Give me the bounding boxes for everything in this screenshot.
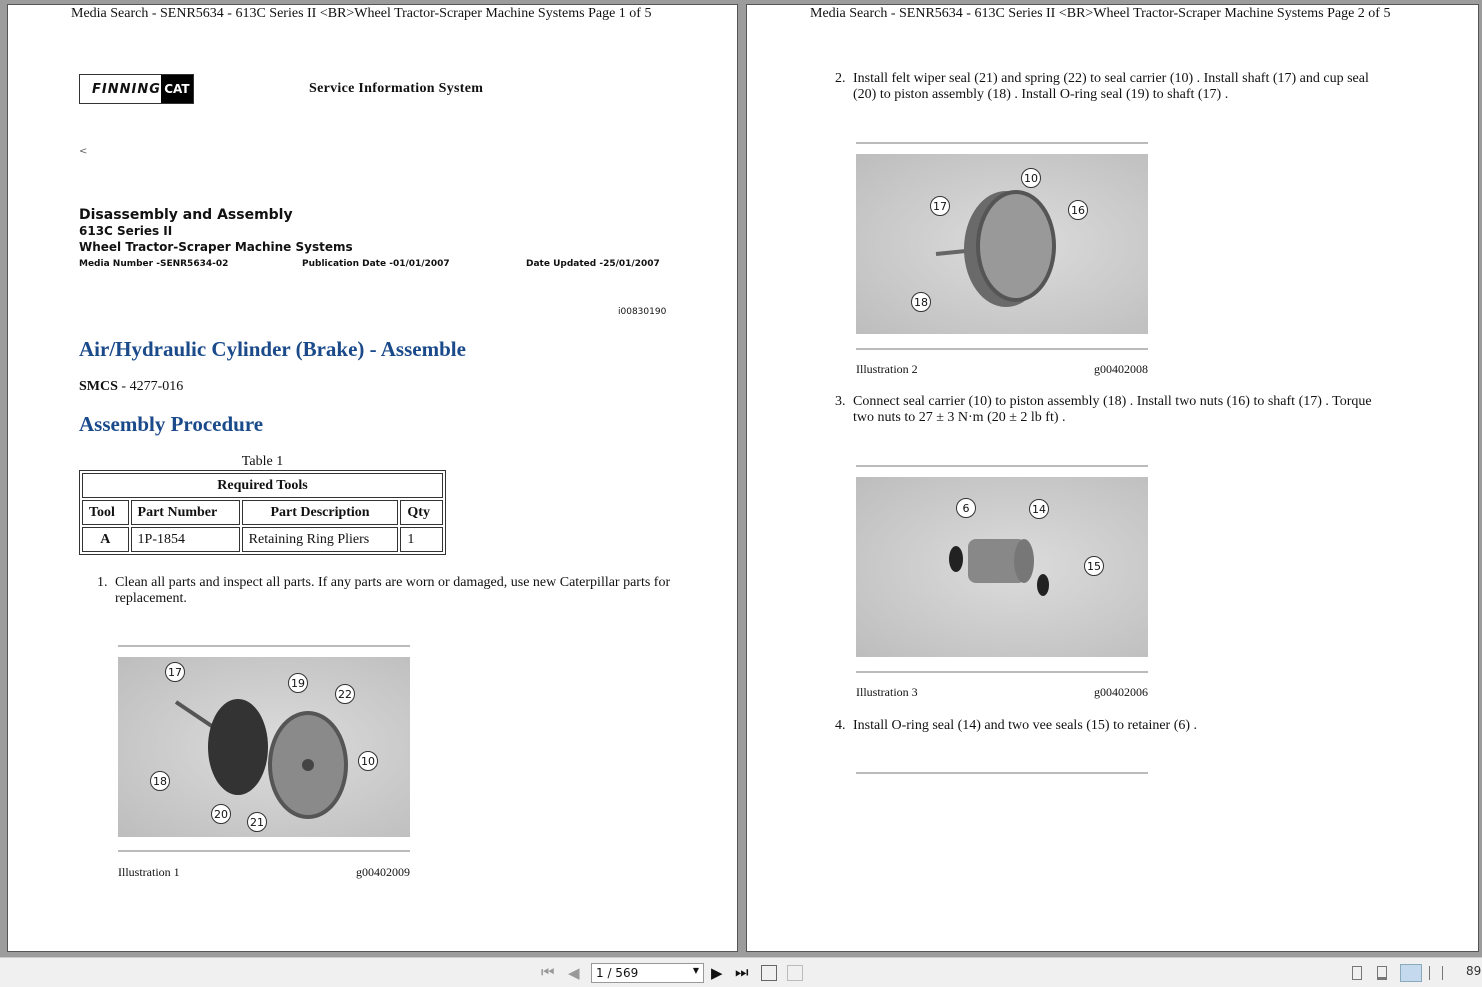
callout: 22 (335, 684, 355, 704)
illustration-3-caption (856, 685, 1148, 700)
callout: 17 (165, 662, 185, 682)
cat-logo: CAT (161, 75, 193, 103)
caption-label: Illustration 1 (118, 865, 180, 879)
prev-page-button[interactable]: ◀ (568, 966, 580, 982)
callout: 18 (150, 771, 170, 791)
caption-label: Illustration 2 (856, 362, 918, 376)
doc-title: Disassembly and Assembly (79, 207, 293, 223)
last-page-button[interactable]: ⏭ (735, 965, 749, 981)
callout: 6 (956, 498, 976, 518)
page-header: Media Search - SENR5634 - 613C Series II <BR>Wheel Tractor-Scraper Machine Systems Page 1 of 5 (71, 6, 652, 21)
single-page-view-icon[interactable] (1352, 966, 1362, 980)
step-text: Install felt wiper seal (21) and spring (22) to seal carrier (10) . Install shaft (17) and cup seal (20) to piston assembly (18) . Install O-ring seal (19) to shaft (17) . (853, 71, 1369, 102)
table-cell: 1 (400, 527, 443, 552)
step-number: 1. (97, 575, 108, 590)
two-page-continuous-view-icon[interactable] (1429, 966, 1443, 980)
table-cell: 1P-1854 (131, 527, 240, 552)
step-2 (835, 71, 1393, 103)
callout: 17 (930, 196, 950, 216)
caption-id: g00402006 (1094, 685, 1148, 699)
col-header: Tool (82, 500, 129, 525)
previous-view-icon[interactable] (761, 965, 777, 981)
callout: 21 (247, 812, 267, 832)
system: Wheel Tractor-Scraper Machine Systems (79, 240, 353, 254)
col-header: Part Description (242, 500, 399, 525)
logo-text: FINNING (92, 81, 161, 97)
step-text: Connect seal carrier (10) to piston assembly (18) . Install two nuts (16) to shaft (17) . Torque two nuts to 27 ± 3 N·m (20 ± 2 lb ft) . (853, 394, 1372, 425)
page-number-select[interactable] (591, 963, 704, 983)
divider (856, 671, 1148, 673)
callout: 14 (1029, 499, 1049, 519)
date-updated: Date Updated -25/01/2007 (526, 259, 660, 269)
step-1 (97, 575, 675, 607)
next-page-button[interactable]: ▶ (711, 966, 723, 982)
caption-label: Illustration 3 (856, 685, 918, 699)
first-page-button[interactable]: ⏮ (541, 965, 555, 981)
smcs-value: - 4277-016 (117, 379, 184, 394)
pdf-page-1 (7, 4, 738, 952)
divider (856, 772, 1148, 774)
two-page-view-icon[interactable] (1400, 964, 1422, 982)
step-text: Install O-ring seal (14) and two vee seals (15) to retainer (6) . (853, 718, 1198, 733)
callout: 10 (358, 751, 378, 771)
smcs (79, 379, 183, 395)
callout: 19 (288, 673, 308, 693)
pdf-toolbar (0, 957, 1482, 987)
chevron-down-icon: ▼ (692, 966, 699, 975)
col-header: Qty (400, 500, 443, 525)
table-title: Required Tools (82, 473, 443, 498)
step-number: 4. (835, 718, 846, 733)
smcs-label: SMCS (79, 379, 118, 394)
table-cell: A (82, 527, 129, 552)
caption-id: g00402009 (356, 865, 410, 879)
step-4 (835, 718, 1393, 734)
continuous-view-icon[interactable] (1377, 966, 1387, 980)
divider (118, 850, 410, 852)
back-arrow-icon[interactable]: < (79, 146, 88, 157)
divider (856, 348, 1148, 350)
main-heading: Air/Hydraulic Cylinder (Brake) - Assemble (79, 337, 466, 361)
callout: 18 (911, 292, 931, 312)
callout: 20 (211, 804, 231, 824)
model: 613C Series II (79, 224, 173, 238)
doc-id: i00830190 (618, 307, 667, 317)
divider (118, 645, 410, 647)
step-text: Clean all parts and inspect all parts. If any parts are worn or damaged, use new Caterpillar parts for replacement. (115, 575, 671, 606)
media-number: Media Number -SENR5634-02 (79, 259, 229, 269)
subheading: Assembly Procedure (79, 412, 264, 436)
illustration-3-image (856, 477, 1148, 657)
zoom-level[interactable]: 89 (1466, 964, 1482, 978)
illustration-1-caption (118, 865, 410, 880)
divider (856, 142, 1148, 144)
finning-cat-logo (79, 74, 194, 104)
page-header: Media Search - SENR5634 - 613C Series II <BR>Wheel Tractor-Scraper Machine Systems Page 2 of 5 (810, 6, 1391, 21)
table-caption: Table 1 (241, 454, 284, 469)
next-view-icon[interactable] (787, 965, 803, 981)
step-3 (835, 394, 1393, 426)
illustration-2-image (856, 154, 1148, 334)
page-value: 1 / 569 (596, 966, 639, 980)
step-number: 3. (835, 394, 846, 409)
callout: 15 (1084, 556, 1104, 576)
step-number: 2. (835, 71, 846, 86)
callout: 16 (1068, 200, 1088, 220)
illustration-2-caption (856, 362, 1148, 377)
illustration-1-image (118, 657, 410, 837)
pdf-page-2 (746, 4, 1479, 952)
divider (856, 465, 1148, 467)
required-tools-table (79, 470, 446, 555)
caption-id: g00402008 (1094, 362, 1148, 376)
sis-title: Service Information System (309, 81, 484, 96)
table-cell: Retaining Ring Pliers (242, 527, 399, 552)
callout: 10 (1021, 168, 1041, 188)
col-header: Part Number (131, 500, 240, 525)
publication-date: Publication Date -01/01/2007 (302, 259, 450, 269)
